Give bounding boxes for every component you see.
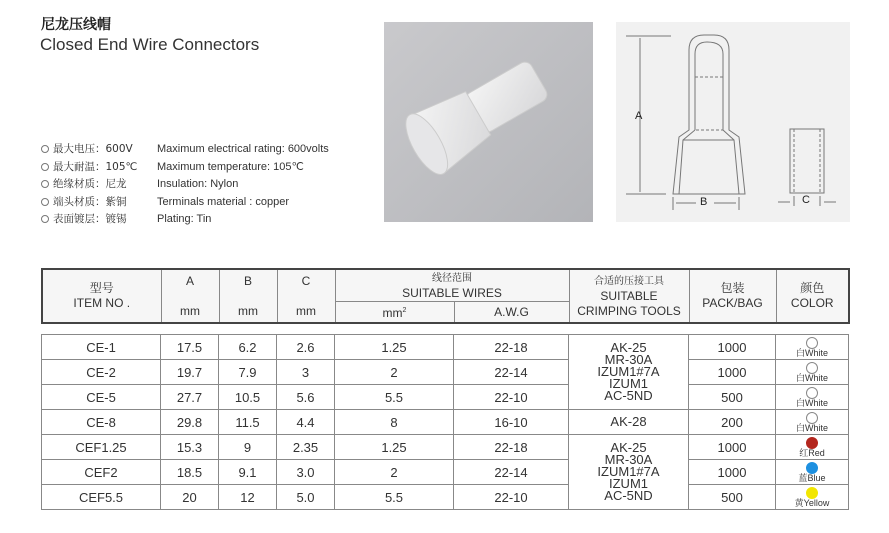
cell-a: 19.7	[161, 360, 219, 385]
header-color: 颜色 COLOR	[776, 269, 849, 323]
cell-a: 15.3	[161, 435, 219, 460]
header-awg: A.W.G	[454, 302, 569, 324]
cell-item: CE-2	[42, 360, 161, 385]
spec-item	[41, 194, 289, 209]
cell-item: CE-8	[42, 410, 161, 435]
cell-pack: 1000	[689, 335, 776, 360]
spec-item	[41, 159, 304, 174]
bullet-icon	[41, 163, 49, 171]
dimension-diagram	[616, 22, 850, 222]
cell-c: 3	[277, 360, 335, 385]
cell-awg: 22-14	[454, 360, 569, 385]
cell-mm2: 8	[335, 410, 454, 435]
cell-item: CEF2	[42, 460, 161, 485]
cell-c: 3.0	[277, 460, 335, 485]
cell-color: 白White	[776, 385, 849, 410]
dimension-c-label: C	[802, 194, 810, 206]
table-row	[42, 460, 849, 485]
spec-en: Maximum temperature: 105℃	[157, 160, 304, 173]
spec-en: Plating: Tin	[157, 213, 212, 225]
spec-item	[41, 211, 211, 226]
cell-a: 27.7	[161, 385, 219, 410]
cell-color: 白White	[776, 335, 849, 360]
cell-pack: 200	[689, 410, 776, 435]
cell-mm2: 2	[335, 360, 454, 385]
cell-awg: 22-18	[454, 435, 569, 460]
table-row	[42, 485, 849, 510]
table-row	[42, 435, 849, 460]
cell-item: CE-1	[42, 335, 161, 360]
cell-item: CEF5.5	[42, 485, 161, 510]
crimping-tools-cell: AK-25 MR-30A IZUM1#7A IZUM1 AC-5ND	[569, 435, 689, 510]
bullet-icon	[41, 215, 49, 223]
cell-c: 5.0	[277, 485, 335, 510]
cell-color: 红Red	[776, 435, 849, 460]
header-pack: 包装 PACK/BAG	[689, 269, 776, 323]
cell-mm2: 2	[335, 460, 454, 485]
spec-item	[41, 176, 238, 191]
cell-b: 9	[219, 435, 277, 460]
header-mm2: $mm^2$	[335, 302, 454, 324]
cell-pack: 1000	[689, 460, 776, 485]
spec-cn: 绝缘材质：尼龙	[53, 178, 127, 190]
table-row	[42, 335, 849, 360]
cell-awg: 22-10	[454, 485, 569, 510]
cell-awg: 22-10	[454, 385, 569, 410]
cell-color: 黄Yellow	[776, 485, 849, 510]
spec-en: Insulation: Nylon	[157, 178, 239, 190]
cell-item: CEF1.25	[42, 435, 161, 460]
cell-pack: 1000	[689, 435, 776, 460]
cell-b: 10.5	[219, 385, 277, 410]
cell-color: 白White	[776, 360, 849, 385]
title-chinese: 尼龙压线帽	[41, 17, 111, 33]
crimping-tools-cell: AK-25 MR-30A IZUM1#7A IZUM1 AC-5ND	[569, 335, 689, 410]
spec-table	[41, 334, 849, 510]
cell-b: 9.1	[219, 460, 277, 485]
product-photo	[384, 22, 593, 222]
header-c: C mm	[277, 269, 335, 323]
dimension-b-label: B	[700, 196, 708, 208]
cell-pack: 500	[689, 485, 776, 510]
spec-cn: 端头材质：紫铜	[53, 195, 127, 208]
table-header	[41, 268, 850, 324]
cell-c: 5.6	[277, 385, 335, 410]
table-row	[42, 360, 849, 385]
cell-a: 29.8	[161, 410, 219, 435]
cell-mm2: 5.5	[335, 485, 454, 510]
cell-mm2: 5.5	[335, 385, 454, 410]
cell-awg: 22-18	[454, 335, 569, 360]
cell-awg: 22-14	[454, 460, 569, 485]
cell-item: CE-5	[42, 385, 161, 410]
spec-cn: 最大耐温：105℃	[53, 160, 138, 173]
cell-c: 2.6	[277, 335, 335, 360]
title-english: Closed End Wire Connectors	[40, 35, 260, 54]
cell-b: 11.5	[219, 410, 277, 435]
spec-item	[41, 141, 329, 156]
spec-en: Maximum electrical rating: 600volts	[157, 143, 329, 155]
header-a: A mm	[161, 269, 219, 323]
cell-color: 白White	[776, 410, 849, 435]
cell-a: 17.5	[161, 335, 219, 360]
cell-a: 18.5	[161, 460, 219, 485]
cell-c: 2.35	[277, 435, 335, 460]
dimension-a-label: A	[635, 110, 643, 122]
header-item-no: 型号 ITEM NO .	[42, 269, 161, 323]
bullet-icon	[41, 180, 49, 188]
crimping-tools-cell: AK-28	[569, 410, 689, 435]
header-b: B mm	[219, 269, 277, 323]
cell-c: 4.4	[277, 410, 335, 435]
cell-mm2: 1.25	[335, 335, 454, 360]
spec-en: Terminals material : copper	[157, 195, 290, 208]
connector-image	[384, 22, 593, 222]
cell-b: 12	[219, 485, 277, 510]
cell-b: 7.9	[219, 360, 277, 385]
table-row	[42, 385, 849, 410]
spec-cn: 最大电压：600V	[53, 143, 133, 155]
cell-b: 6.2	[219, 335, 277, 360]
cell-awg: 16-10	[454, 410, 569, 435]
bullet-icon	[41, 145, 49, 153]
bullet-icon	[41, 198, 49, 206]
cell-pack: 1000	[689, 360, 776, 385]
header-suitable-wires: 线径范围 SUITABLE WIRES	[335, 269, 569, 302]
cell-a: 20	[161, 485, 219, 510]
spec-cn: 表面镀层：镀锡	[53, 213, 127, 225]
table-row	[42, 410, 849, 435]
cell-mm2: 1.25	[335, 435, 454, 460]
cell-color: 蓝Blue	[776, 460, 849, 485]
header-crimping-tools: 合适的压接工具 SUITABLE CRIMPING TOOLS	[569, 269, 689, 323]
cell-pack: 500	[689, 385, 776, 410]
